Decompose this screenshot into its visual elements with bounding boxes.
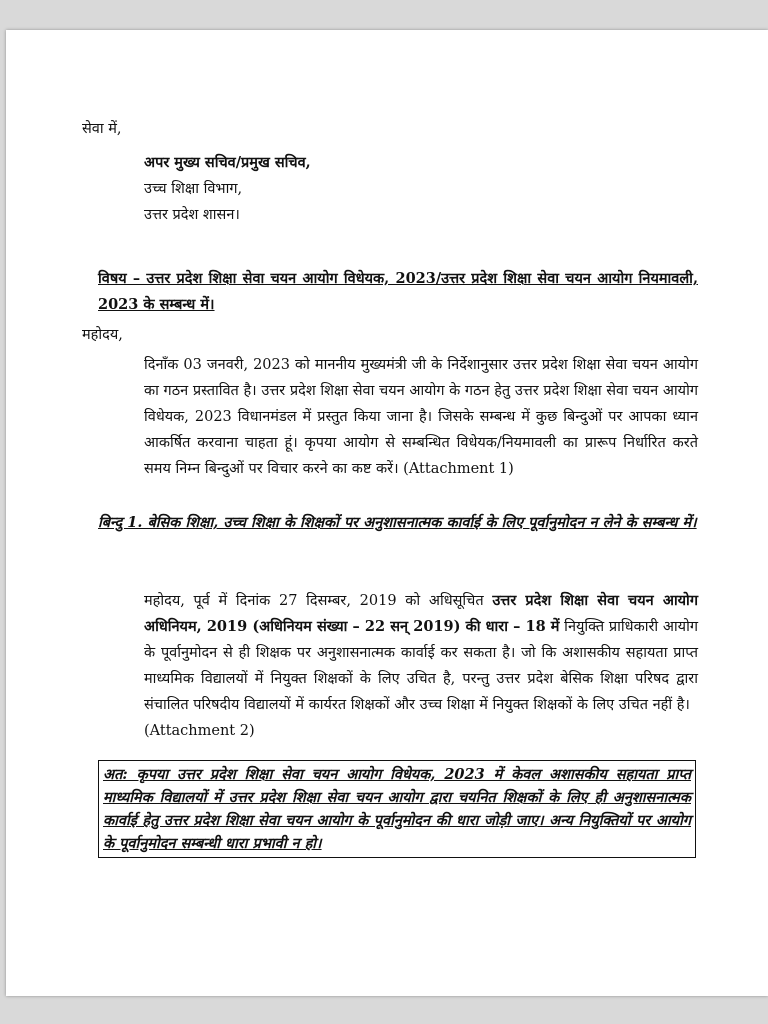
- document-page: [6, 30, 768, 996]
- request-box: अत: कृपया उत्तर प्रदेश शिक्षा सेवा चयन आयोग विधेयक, 2023 में केवल अशासकीय सहायता प्राप्त माध्यमिक विद्यालयों में उत्तर प्रदेश शिक्षा सेवा चयन आयोग द्वारा चयनित शिक्षकों के लिए ही अनुशासनात्मक कार्वाई हेतु उत्तर प्रदेश शिक्षा सेवा चयन आयोग के पूर्वानुमोदन की धारा जोड़ी जाए। अन्य नियुक्तियों पर आयोग के पूर्वानुमोदन सम्बन्धी धारा प्रभावी न हो।: [98, 760, 696, 858]
- point1-body: [144, 588, 698, 744]
- point1-body-act-reference: उत्तर प्रदेश शिक्षा सेवा चयन आयोग अधिनियम, 2019 (अधिनियम संख्या – 22 सन् 2019) की धारा – 18 में: [144, 592, 698, 635]
- recipient-line-1: अपर मुख्य सचिव/प्रमुख सचिव,: [144, 154, 311, 171]
- subject-line: विषय – उत्तर प्रदेश शिक्षा सेवा चयन आयोग विधेयक, 2023/उत्तर प्रदेश शिक्षा सेवा चयन आयोग नियमावली, 2023 के सम्बन्ध में।: [98, 270, 698, 313]
- greeting: महोदय,: [82, 327, 123, 343]
- point1-attachment: (Attachment 2): [144, 723, 255, 739]
- point1-heading: बिन्दु 1. बेसिक शिक्षा, उच्च शिक्षा के शिक्षकों पर अनुशासनात्मक कार्वाई के लिए पूर्वानुमोदन न लेने के सम्बन्ध में।: [98, 514, 697, 531]
- intro-paragraph: दिनाँक 03 जनवरी, 2023 को माननीय मुख्यमंत्री जी के निर्देशानुसार उत्तर प्रदेश शिक्षा सेवा चयन आयोग का गठन प्रस्तावित है। उत्तर प्रदेश शिक्षा सेवा चयन आयोग के गठन हेतु उत्तर प्रदेश शिक्षा सेवा चयन आयोग विधेयक, 2023 विधानमंडल में प्रस्तुत किया जाना है। जिसके सम्बन्ध में कुछ बिन्दुओं पर आपका ध्यान आकर्षित करवाना चाहता हूं। कृपया आयोग से सम्बन्धित विधेयक/नियमावली का प्रारूप निर्धारित करते समय निम्न बिन्दुओं पर विचार करने का कष्ट करें। (Attachment 1): [144, 357, 698, 477]
- recipient-line-3: उत्तर प्रदेश शासन।: [144, 207, 240, 223]
- point1-body-text-cont: नियुक्ति प्राधिकारी आयोग के पूर्वानुमोदन से ही शिक्षक पर अनुशासनात्मक कार्वाई कर सकता है। जो कि अशासकीय सहायता प्राप्त माध्यमिक विद्यालयों में नियुक्त शिक्षकों के लिए उचित है, परन्तु उत्तर प्रदेश बेसिक शिक्षा परिषद द्वारा संचालित परिषदीय विद्यालयों में कार्यरत शिक्षकों और उच्च शिक्षा में नियुक्त शिक्षकों के लिए उचित नहीं है।: [144, 619, 698, 713]
- point1-body-text: महोदय, पूर्व में दिनांक 27 दिसम्बर, 2019 को अधिसूचित: [144, 593, 493, 609]
- recipient-line-2: उच्च शिक्षा विभाग,: [144, 181, 243, 197]
- salutation-to: सेवा में,: [82, 121, 122, 137]
